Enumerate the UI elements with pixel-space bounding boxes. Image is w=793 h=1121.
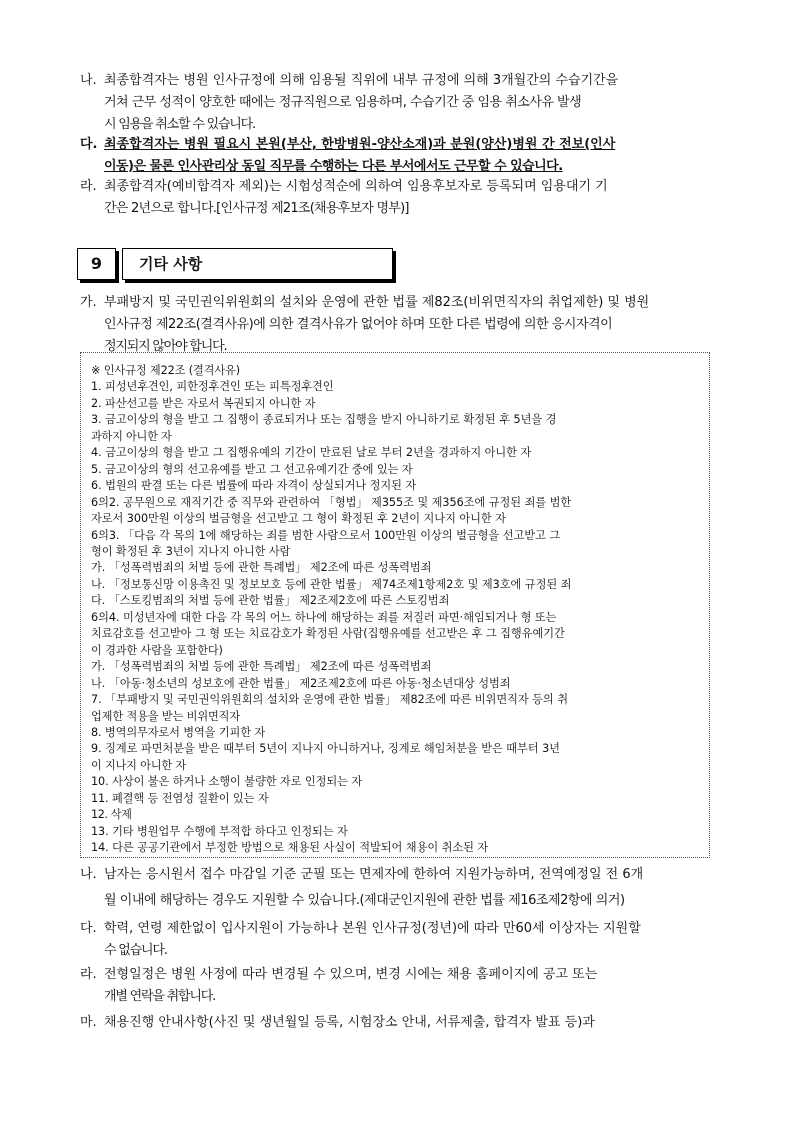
note-line: 치료감호를 선고받아 그 형 또는 치료감호가 확정된 사람(집행유예를 선고받은 후 그 집행유예기간 <box>91 627 565 641</box>
clause-line: 거쳐 근무 성적이 양호한 때에는 정규직원으로 임용하며, 수습기간 중 임용 취소사유 발생 <box>104 95 582 110</box>
section-title: 기타 사항 <box>122 248 393 280</box>
note-line: 6의2. 공무원으로 재직기간 중 직무와 관련하여 「형법」 제355조 및 제356조에 규정된 죄를 범한 <box>91 495 572 509</box>
clause-line: 개별 연락을 취합니다. <box>104 989 216 1004</box>
clause-line: 전형일정은 병원 사정에 따라 변경될 수 있으며, 변경 시에는 채용 홈페이지에 공고 또는 <box>104 967 598 982</box>
clause-line: 학력, 연령 제한없이 입사지원이 가능하나 본원 인사규정(정년)에 따라 만60세 이상자는 지원할 <box>104 921 641 936</box>
note-line: 4. 금고이상의 형을 받고 그 집행유예의 기간이 만료된 날로 부터 2년을 경과하지 아니한 자 <box>91 446 532 460</box>
note-line: 2. 파산선고를 받은 자로서 복권되지 아니한 자 <box>91 396 316 410</box>
note-line: 이 경과한 사람을 포함한다) <box>91 643 223 657</box>
note-line: 나. 「아동·청소년의 성보호에 관한 법률」 제2조제2호에 따른 아동·청소년대상 성범죄 <box>91 676 511 690</box>
clause-ga-disqualification <box>80 292 730 358</box>
clause-line: 시 임용을 취소할 수 있습니다. <box>104 117 255 132</box>
note-line: 이 지나지 아니한 자 <box>91 758 186 772</box>
note-line: 10. 사상이 불온 하거나 소행이 불량한 자로 인정되는 자 <box>91 775 363 789</box>
disqualification-rules-box <box>80 352 710 858</box>
clause-ma-guidance <box>80 1012 730 1034</box>
clause-line: 인사규정 제22조(결격사유)에 의한 결격사유가 없어야 하며 또한 다른 법령에 의한 응시자격이 <box>104 317 613 332</box>
clause-line: 최종합격자는 병원 인사규정에 의해 임용될 직위에 내부 규정에 의해 3개월간의 수습기간을 <box>104 73 619 88</box>
clause-marker: 다. <box>80 137 98 152</box>
clause-ra-schedule-change <box>80 964 730 1008</box>
note-line: 11. 폐결핵 등 전염성 질환이 있는 자 <box>91 791 269 805</box>
note-line: 8. 병역의무자로서 병역을 기피한 자 <box>91 725 266 739</box>
note-line: 업제한 적용을 받는 비위면직자 <box>91 709 241 723</box>
clause-line: 간은 2년으로 합니다.[인사규정 제21조(채용후보자 명부)] <box>104 201 409 216</box>
note-line: 5. 금고이상의 형의 선고유예를 받고 그 선고유예기간 중에 있는 자 <box>91 462 413 476</box>
clause-line: 남자는 응시원서 접수 마감일 기준 군필 또는 면제자에 한하여 지원가능하며, 전역예정일 전 6개 <box>104 867 644 882</box>
note-line: 6의4. 미성년자에 대한 다음 각 목의 어느 하나에 해당하는 죄를 저질러 파면·해임되거나 형 또는 <box>91 610 557 624</box>
clause-line: 최종합격자는 병원 필요시 본원(부산, 한방병원-양산소재)과 분원(양산)병원 간 전보(인사 <box>104 137 616 152</box>
note-line: 자로서 300만원 이상의 벌금형을 선고받고 그 형이 확정된 후 2년이 지나지 아니한 자 <box>91 512 506 526</box>
clause-line: 최종합격자(예비합격자 제외)는 시험성적순에 의하여 임용후보자로 등록되며 임용대기 기 <box>104 179 608 194</box>
note-line: 형이 확정된 후 3년이 지나지 아니한 사람 <box>91 544 291 558</box>
note-line: 가. 「성폭력범죄의 처벌 등에 관한 특례법」 제2조에 따른 성폭력범죄 <box>91 561 432 575</box>
section-number: 9 <box>77 248 116 280</box>
clause-marker: 가. <box>80 295 97 310</box>
clause-marker: 라. <box>80 967 97 982</box>
clause-na-military <box>80 864 730 912</box>
note-title: ※ 인사규정 제22조 (결격사유) <box>91 364 240 377</box>
note-line: 과하지 아니한 자 <box>91 429 172 443</box>
note-line: 6의3. 「다음 각 목의 1에 해당하는 죄를 범한 사람으로서 100만원 이상의 벌금형을 선고받고 그 <box>91 528 561 542</box>
clause-ra-candidate-list <box>80 176 730 220</box>
note-line: 14. 다른 공공기관에서 부정한 방법으로 채용된 사실이 적발되어 채용이 취소된 자 <box>91 841 489 855</box>
clause-marker: 라. <box>80 179 97 194</box>
clause-line: 이동)은 물론 인사관리상 동일 직무를 수행하는 다른 부서에서도 근무할 수 있습니다. <box>104 159 563 174</box>
clause-da-transfer <box>80 134 730 178</box>
note-line: 나. 「정보통신망 이용촉진 및 정보보호 등에 관한 법률」 제74조제1항제2호 및 제3호에 규정된 죄 <box>91 577 572 591</box>
clause-marker: 마. <box>80 1015 97 1030</box>
clause-line: 부패방지 및 국민권익위원회의 설치와 운영에 관한 법률 제82조(비위면직자의 취업제한) 및 병원 <box>104 295 650 310</box>
note-line: 7. 「부패방지 및 국민권익위원회의 설치와 운영에 관한 법률」 제82조에 따른 비위면직자 등의 취 <box>91 693 568 707</box>
clause-marker: 나. <box>80 73 97 88</box>
note-line: 6. 법원의 판결 또는 다른 법률에 따라 자격이 상실되거나 정지된 자 <box>91 479 417 493</box>
note-line: 3. 금고이상의 형을 받고 그 집행이 종료되거나 또는 집행을 받지 아니하기로 확정된 후 5년을 경 <box>91 413 557 427</box>
note-line: 12. 삭제 <box>91 808 132 822</box>
note-line: 가. 「성폭력범죄의 처벌 등에 관한 특례법」 제2조에 따른 성폭력범죄 <box>91 660 432 674</box>
note-line: 9. 징계로 파면처분을 받은 때부터 5년이 지나지 아니하거나, 징계로 해임처분을 받은 때부터 3년 <box>91 742 560 756</box>
clause-line: 수 없습니다. <box>104 943 167 958</box>
clause-da-age-limit <box>80 918 730 962</box>
clause-line: 월 이내에 해당하는 경우도 지원할 수 있습니다.(제대군인지원에 관한 법률 제16조제2항에 의거) <box>104 893 625 908</box>
note-line: 다. 「스토킹범죄의 처벌 등에 관한 법률」 제2조제2호에 따른 스토킹범죄 <box>91 594 450 608</box>
note-line: 1. 피성년후견인, 피한정후견인 또는 피특정후견인 <box>91 380 334 394</box>
note-line: 13. 기타 병원업무 수행에 부적합 하다고 인정되는 자 <box>91 824 348 838</box>
clause-line: 채용진행 안내사항(사진 및 생년월일 등록, 시험장소 안내, 서류제출, 합격자 발표 등)과 <box>104 1015 595 1030</box>
clause-na-probation <box>80 70 730 136</box>
clause-line: 정지되지 않아야 합니다. <box>104 339 227 354</box>
clause-marker: 다. <box>80 921 97 936</box>
clause-marker: 나. <box>80 867 97 882</box>
